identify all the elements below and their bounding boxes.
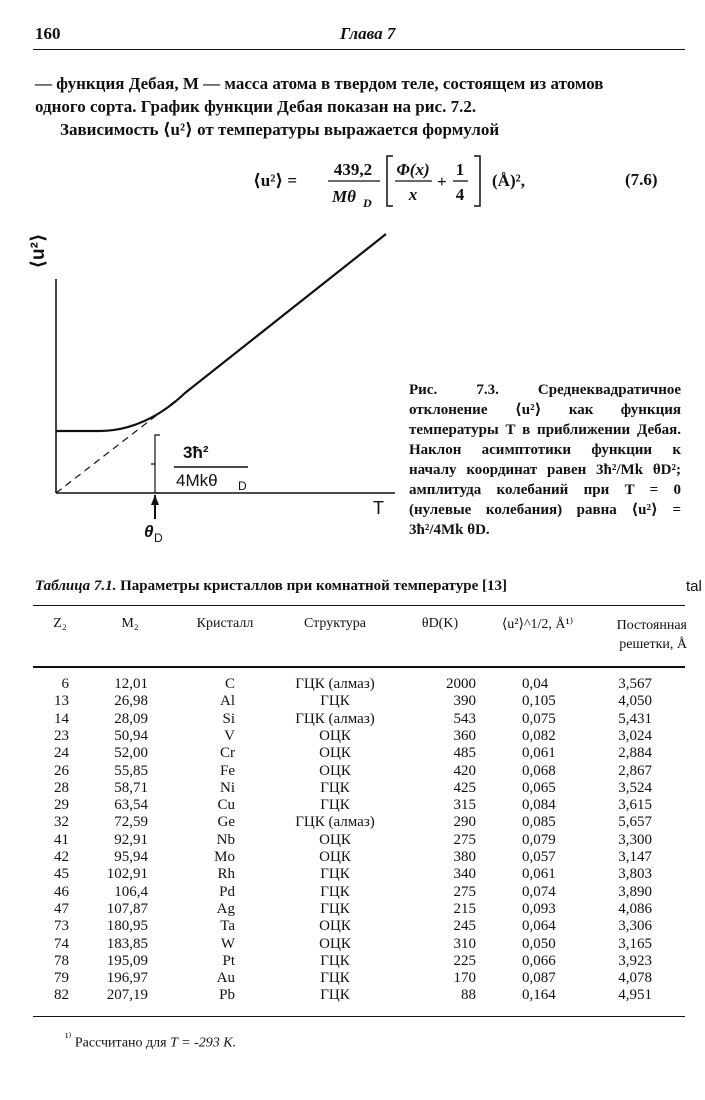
cell-u: 0,079	[522, 832, 556, 848]
cell-m: 183,85	[106, 936, 148, 952]
cell-crystal: Rh	[217, 866, 235, 882]
cell-lattice: 3,300	[618, 832, 652, 848]
cell-theta: 215	[453, 901, 476, 917]
x-axis-label: T	[373, 498, 384, 518]
cell-lattice: 3,923	[618, 953, 652, 969]
theta-arrow-head	[151, 495, 159, 505]
cell-u: 0,061	[522, 745, 556, 761]
cell-lattice: 3,306	[618, 918, 652, 934]
cell-z: 47	[54, 901, 69, 917]
cell-lattice: 2,884	[618, 745, 652, 761]
cell-z: 73	[54, 918, 69, 934]
cell-lattice: 4,050	[618, 693, 652, 709]
cell-lattice: 3,024	[618, 728, 652, 744]
cell-lattice: 4,086	[618, 901, 652, 917]
formula-left-bracket	[387, 156, 393, 206]
cell-crystal: Pd	[219, 884, 235, 900]
cell-structure: ГЦК	[320, 987, 350, 1003]
body-line-2: одного сорта. График функции Дебая показан на рис. 7.2.	[35, 97, 477, 116]
formula-frac2-numerator: 1	[455, 160, 465, 179]
body-line-3: Зависимость ⟨u²⟩ от температуры выражается формулой	[60, 120, 500, 139]
cell-crystal: Nb	[216, 832, 235, 848]
cell-z: 82	[54, 987, 69, 1003]
cell-z: 23	[54, 728, 69, 744]
cell-structure: ОЦК	[319, 832, 351, 848]
cell-crystal: Mo	[214, 849, 235, 865]
body-line-1: — функция Дебая, M — масса атома в твердом теле, состоящем из атомов	[35, 74, 604, 93]
chapter-title: Глава 7	[340, 24, 396, 43]
cell-theta: 315	[453, 797, 476, 813]
header-rule	[33, 49, 685, 50]
cell-theta: 360	[453, 728, 476, 744]
cell-lattice: 3,890	[618, 884, 652, 900]
cell-z: 26	[54, 763, 69, 779]
cell-crystal: Cu	[217, 797, 235, 813]
table-top-rule	[33, 605, 685, 606]
cell-theta: 275	[453, 832, 476, 848]
cell-m: 58,71	[114, 780, 148, 796]
cell-u: 0,064	[522, 918, 556, 934]
cell-z: 42	[54, 849, 69, 865]
cell-crystal: Pb	[219, 987, 235, 1003]
cell-u: 0,085	[522, 814, 556, 830]
cell-structure: ГЦК	[320, 884, 350, 900]
cell-structure: ГЦК (алмаз)	[295, 711, 375, 727]
cell-theta: 420	[453, 763, 476, 779]
cell-m: 196,97	[106, 970, 148, 986]
margin-tag: tal	[686, 578, 702, 595]
cell-u: 0,065	[522, 780, 556, 796]
cell-m: 12,01	[114, 676, 148, 692]
cell-theta: 485	[453, 745, 476, 761]
cell-m: 50,94	[114, 728, 148, 744]
cell-u: 0,068	[522, 763, 556, 779]
formula-coef-denominator: Mθ	[332, 187, 356, 206]
cell-z: 6	[61, 676, 69, 692]
cell-u: 0,164	[522, 987, 556, 1003]
table-title-prefix: Таблица 7.1.	[35, 578, 117, 594]
cell-structure: ГЦК	[320, 970, 350, 986]
formula-units: (Å)²,	[492, 171, 525, 190]
header-z: Z₂	[53, 616, 67, 631]
cell-theta: 2000	[446, 676, 476, 692]
cell-theta: 290	[453, 814, 476, 830]
cell-u: 0,074	[522, 884, 556, 900]
amplitude-brace	[151, 435, 160, 493]
cell-z: 78	[54, 953, 69, 969]
formula-lhs: ⟨u²⟩ =	[253, 171, 298, 190]
cell-theta: 380	[453, 849, 476, 865]
table-header-rule	[33, 666, 685, 668]
cell-u: 0,066	[522, 953, 556, 969]
cell-crystal: Si	[222, 711, 235, 727]
footnote-text: Рассчитано для	[74, 1035, 171, 1051]
cell-m: 180,95	[106, 918, 148, 934]
header-u: ⟨u²⟩^1/2, Å¹⁾	[501, 617, 574, 632]
cell-theta: 225	[453, 953, 476, 969]
cell-lattice: 5,431	[618, 711, 652, 727]
cell-theta: 275	[453, 884, 476, 900]
cell-u: 0,061	[522, 866, 556, 882]
theta-label-sub: D	[154, 531, 163, 545]
cell-m: 195,09	[106, 953, 148, 969]
cell-theta: 543	[453, 711, 476, 727]
cell-m: 63,54	[114, 797, 148, 813]
cell-structure: ГЦК	[320, 780, 350, 796]
debye-curve	[56, 234, 386, 431]
figure-caption: Рис. 7.3. Среднеквадратичное отклонение ⟨u²⟩ как функция температуры T в приближении Дебая. Наклон асимптотики функции к началу координат равен 3ħ²/Mk θD²; амплитуда колебаний при T = 0 (нулевые колебания) равна ⟨u²⟩ = 3ħ²/4Mk θD.	[409, 382, 681, 538]
cell-u: 0,093	[522, 901, 556, 917]
cell-u: 0,084	[522, 797, 556, 813]
cell-z: 13	[54, 693, 69, 709]
cell-m: 107,87	[106, 901, 148, 917]
cell-lattice: 4,951	[618, 987, 652, 1003]
cell-m: 26,98	[114, 693, 148, 709]
cell-structure: ОЦК	[319, 745, 351, 761]
footnote-condition: T = -293 K.	[170, 1035, 237, 1051]
cell-theta: 390	[453, 693, 476, 709]
formula-7-6	[210, 150, 690, 210]
cell-crystal: Ta	[220, 918, 235, 934]
formula-plus: +	[437, 172, 447, 191]
footnote-mark: ¹⁾	[65, 1031, 72, 1044]
cell-structure: ГЦК	[320, 866, 350, 882]
header-crystal: Кристалл	[196, 616, 254, 631]
cell-theta: 310	[453, 936, 476, 952]
cell-lattice: 4,078	[618, 970, 652, 986]
formula-coef-numerator: 439,2	[333, 160, 373, 179]
cell-structure: ОЦК	[319, 849, 351, 865]
cell-m: 106,4	[114, 884, 148, 900]
y-axis-label: ⟨u²⟩	[28, 233, 49, 269]
header-lattice: Постоянная решетки, Å	[616, 618, 687, 652]
cell-crystal: V	[224, 728, 235, 744]
cell-m: 102,91	[106, 866, 148, 882]
cell-m: 55,85	[114, 763, 148, 779]
cell-m: 28,09	[114, 711, 148, 727]
amplitude-denominator-sub: D	[238, 479, 247, 493]
cell-structure: ГЦК (алмаз)	[295, 676, 375, 692]
cell-structure: ГЦК	[320, 953, 350, 969]
header-m: M₂	[121, 616, 139, 631]
cell-z: 45	[54, 866, 69, 882]
cell-crystal: Ag	[216, 901, 235, 917]
formula-coef-denominator-sub: D	[363, 196, 372, 210]
cell-theta: 88	[461, 987, 476, 1003]
cell-lattice: 5,657	[618, 814, 652, 830]
cell-u: 0,087	[522, 970, 556, 986]
cell-z: 32	[54, 814, 69, 830]
cell-structure: ГЦК	[320, 693, 350, 709]
equation-number: (7.6)	[625, 170, 658, 189]
cell-crystal: Pt	[222, 953, 235, 969]
table-bottom-rule	[33, 1016, 685, 1017]
footnote	[65, 1030, 236, 1052]
cell-structure: ГЦК	[320, 901, 350, 917]
table-title-text: Параметры кристаллов при комнатной температуре [13]	[116, 578, 507, 594]
cell-z: 41	[54, 832, 69, 848]
cell-u: 0,075	[522, 711, 556, 727]
cell-lattice: 3,567	[618, 676, 652, 692]
cell-m: 207,19	[106, 987, 148, 1003]
cell-m: 95,94	[114, 849, 148, 865]
amplitude-numerator: 3ħ²	[183, 443, 209, 462]
header-theta: θD(K)	[421, 616, 459, 631]
cell-crystal: Au	[216, 970, 235, 986]
cell-crystal: W	[220, 936, 235, 952]
cell-crystal: Ge	[217, 814, 235, 830]
cell-lattice: 3,147	[618, 849, 652, 865]
cell-theta: 425	[453, 780, 476, 796]
cell-lattice: 3,615	[618, 797, 652, 813]
cell-lattice: 3,165	[618, 936, 652, 952]
formula-frac1-denominator: x	[408, 185, 418, 204]
cell-theta: 170	[453, 970, 476, 986]
cell-z: 14	[54, 711, 69, 727]
cell-structure: ГЦК	[320, 797, 350, 813]
cell-z: 28	[54, 780, 69, 796]
table-title	[35, 578, 507, 595]
cell-u: 0,105	[522, 693, 556, 709]
cell-structure: ОЦК	[319, 763, 351, 779]
cell-crystal: Al	[220, 693, 235, 709]
cell-theta: 340	[453, 866, 476, 882]
amplitude-denominator: 4Mkθ	[176, 471, 218, 490]
cell-m: 52,00	[114, 745, 148, 761]
formula-frac1-numerator: Φ(x)	[396, 160, 430, 179]
formula-right-bracket	[474, 156, 480, 206]
cell-crystal: Ni	[220, 780, 235, 796]
cell-u: 0,082	[522, 728, 556, 744]
cell-theta: 245	[453, 918, 476, 934]
figure-7-3	[0, 215, 400, 560]
cell-structure: ГЦК (алмаз)	[295, 814, 375, 830]
cell-crystal: C	[224, 676, 235, 692]
cell-lattice: 2,867	[618, 763, 652, 779]
theta-label: θ	[144, 522, 154, 541]
cell-lattice: 3,524	[618, 780, 652, 796]
formula-frac2-denominator: 4	[455, 185, 465, 204]
cell-z: 24	[54, 745, 69, 761]
cell-u: 0,04	[522, 676, 549, 692]
cell-u: 0,057	[522, 849, 556, 865]
header-structure: Структура	[303, 616, 367, 631]
cell-m: 72,59	[114, 814, 148, 830]
cell-z: 74	[54, 936, 69, 952]
cell-m: 92,91	[114, 832, 148, 848]
cell-structure: ОЦК	[319, 728, 351, 744]
cell-crystal: Fe	[220, 763, 235, 779]
cell-crystal: Cr	[220, 745, 235, 761]
cell-structure: ОЦК	[319, 918, 351, 934]
cell-z: 79	[54, 970, 69, 986]
cell-structure: ОЦК	[319, 936, 351, 952]
cell-lattice: 3,803	[618, 866, 652, 882]
cell-u: 0,050	[522, 936, 556, 952]
cell-z: 46	[54, 884, 69, 900]
page-number: 160	[35, 24, 61, 43]
cell-z: 29	[54, 797, 69, 813]
